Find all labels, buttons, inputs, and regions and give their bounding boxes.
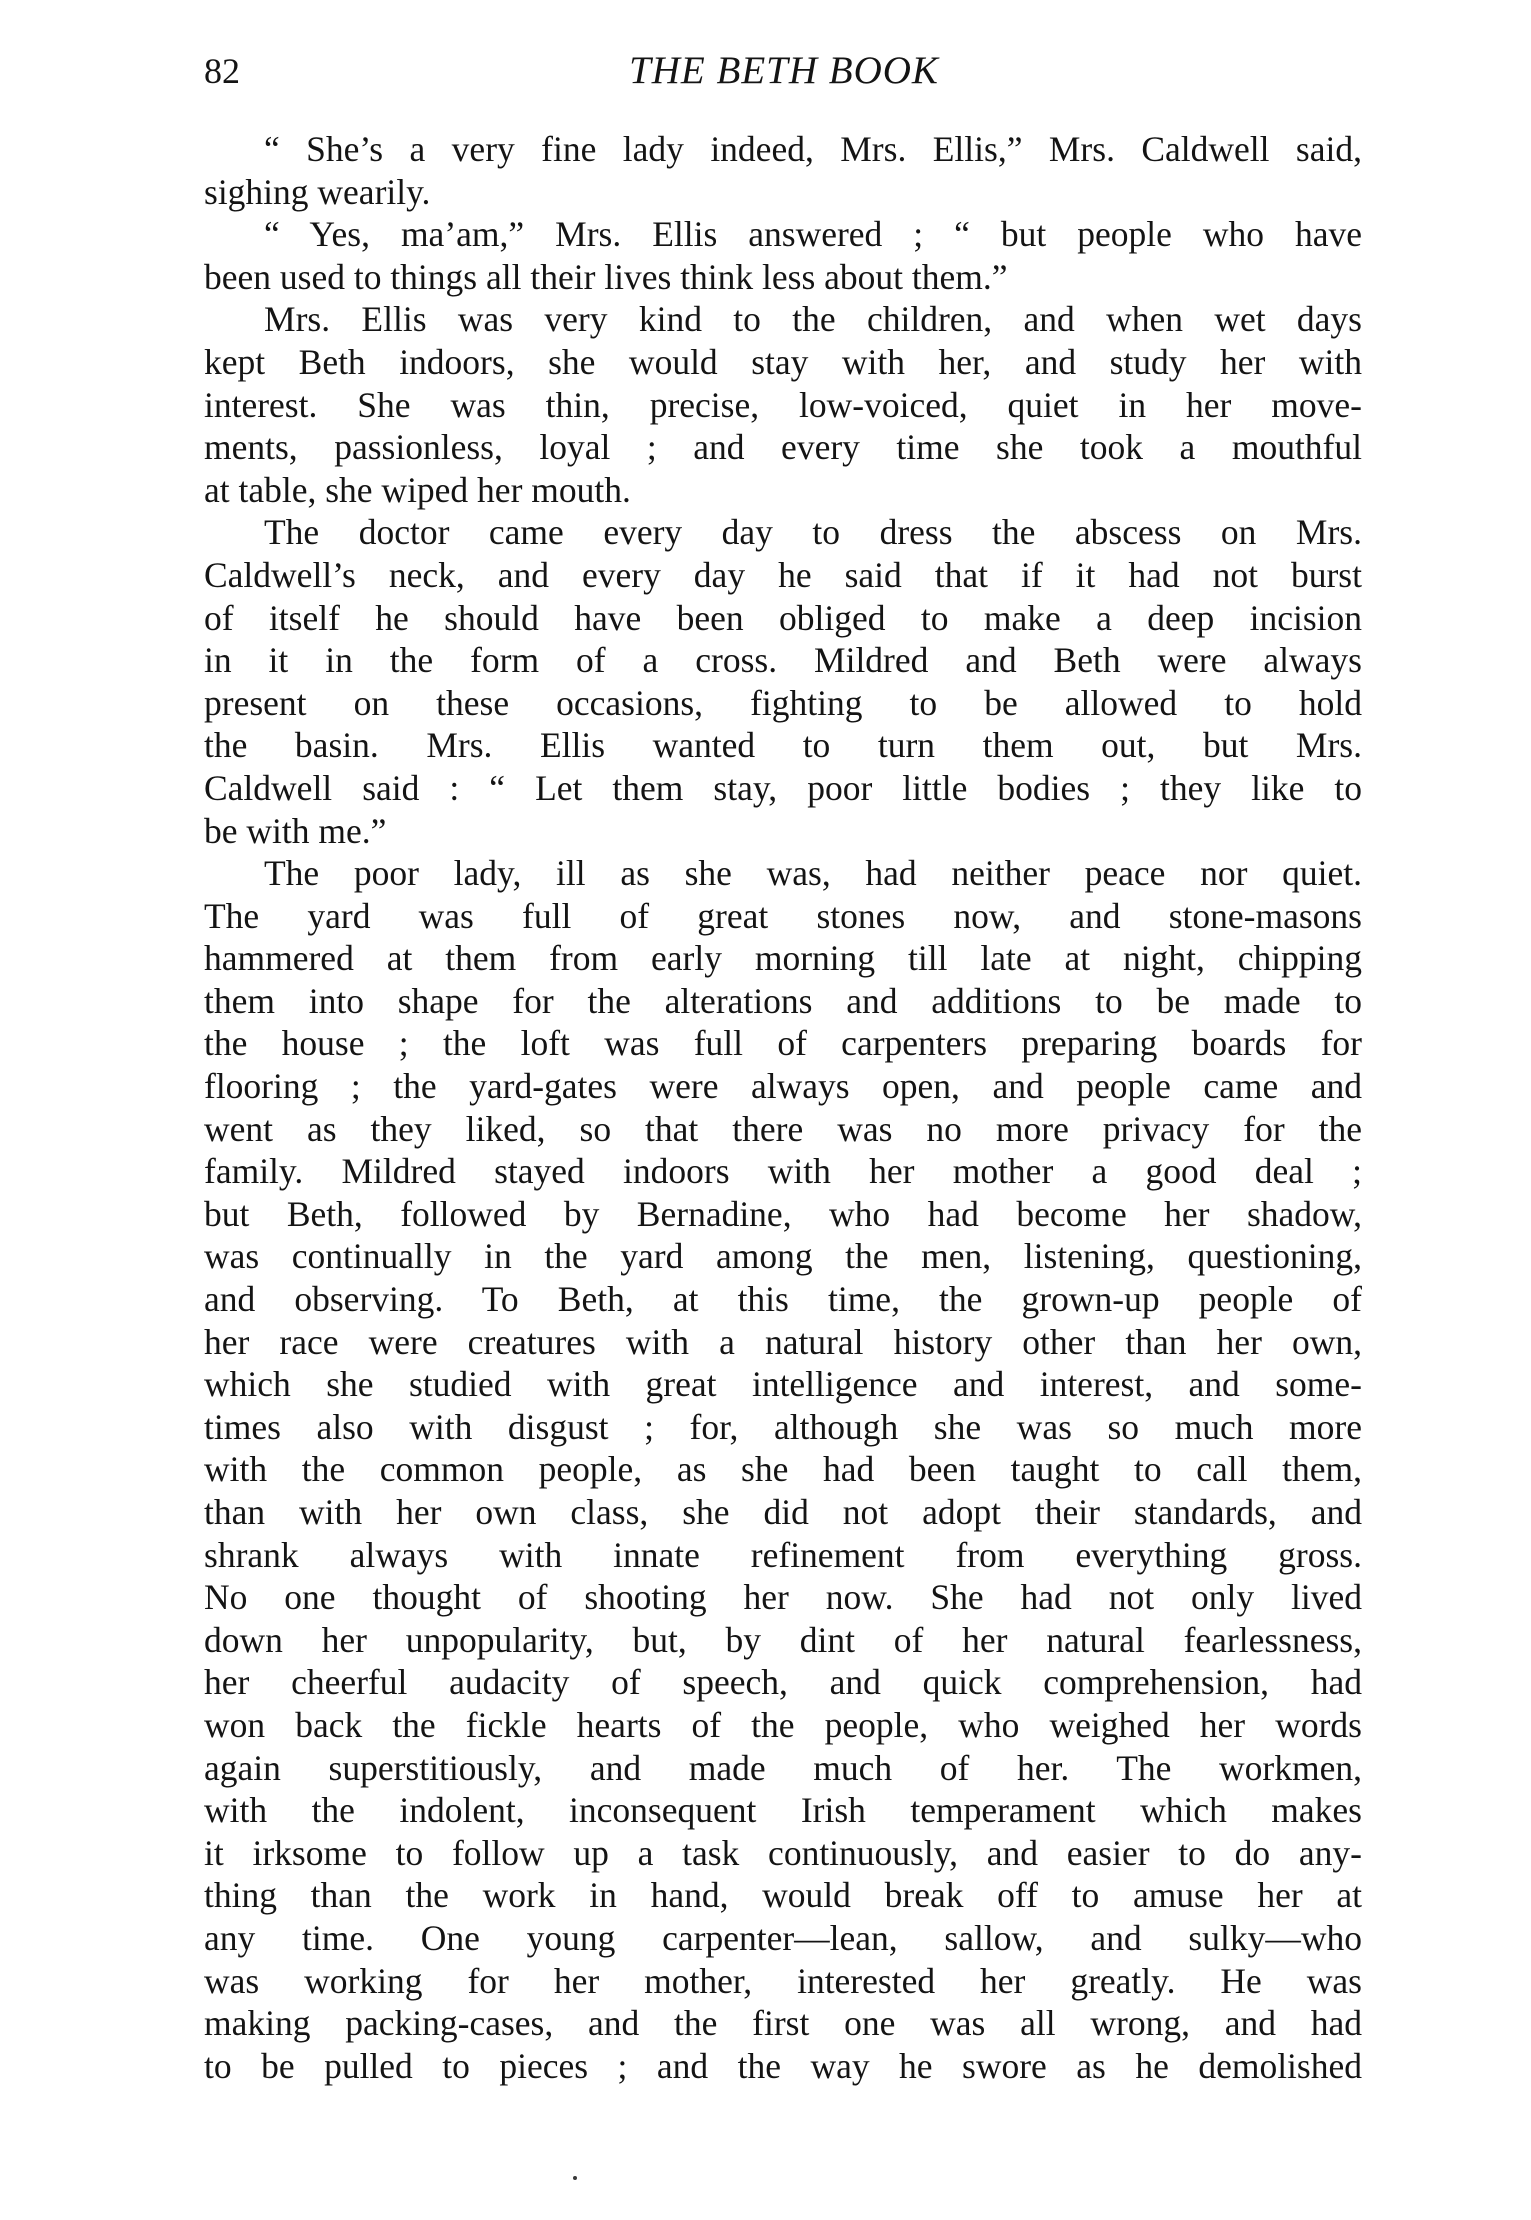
text-line: any time. One young carpenter—lean, sallow, and sulky—who bbox=[204, 1917, 1362, 1958]
text-line: with the common people, as she had been taught to call them, bbox=[204, 1449, 1362, 1490]
text-line: hammered at them from early morning till late at night, chipping bbox=[204, 938, 1362, 979]
text-line: her cheerful audacity of speech, and quick comprehension, had bbox=[204, 1662, 1362, 1703]
text-line: present on these occasions, fighting to be allowed to hold bbox=[204, 682, 1362, 723]
text-line: but Beth, followed by Bernadine, who had become her shadow, bbox=[204, 1193, 1362, 1234]
text-line: the basin. Mrs. Ellis wanted to turn them out, but Mrs. bbox=[204, 725, 1362, 766]
text-line: it irksome to follow up a task continuously, and easier to do any- bbox=[204, 1832, 1362, 1873]
body-text bbox=[204, 128, 1362, 2087]
text-line: “ She’s a very fine lady indeed, Mrs. Ellis,” Mrs. Caldwell said, bbox=[264, 129, 1362, 169]
text-line: interest. She was thin, precise, low-voiced, quiet in her move- bbox=[204, 384, 1362, 425]
text-line: be with me.” bbox=[204, 810, 387, 851]
text-line: than with her own class, she did not adopt their standards, and bbox=[204, 1492, 1362, 1532]
text-line: again superstitiously, and made much of her. The workmen, bbox=[204, 1747, 1362, 1788]
text-line: flooring ; the yard-gates were always open, and people came and bbox=[204, 1066, 1362, 1107]
text-line: her race were creatures with a natural history other than her own, bbox=[204, 1321, 1362, 1362]
text-line: the house ; the loft was full of carpenters preparing boards for bbox=[204, 1023, 1362, 1064]
text-line: was continually in the yard among the men, listening, questioning, bbox=[204, 1236, 1362, 1277]
text-line: won back the fickle hearts of the people, who weighed her words bbox=[204, 1704, 1362, 1745]
text-line: went as they liked, so that there was no more privacy for the bbox=[204, 1108, 1362, 1149]
text-line: thing than the work in hand, would break off to amuse her at bbox=[204, 1875, 1362, 1916]
text-line: to be pulled to pieces ; and the way he swore as he demolished bbox=[204, 2045, 1362, 2086]
page-number: 82 bbox=[204, 51, 240, 91]
text-line: shrank always with innate refinement from everything gross. bbox=[204, 1534, 1362, 1575]
ink-speck bbox=[573, 2176, 577, 2180]
text-line: with the indolent, inconsequent Irish temperament which makes bbox=[204, 1790, 1362, 1831]
text-line: family. Mildred stayed indoors with her mother a good deal ; bbox=[204, 1151, 1362, 1192]
text-line: No one thought of shooting her now. She had not only lived bbox=[204, 1577, 1362, 1618]
text-line: Caldwell’s neck, and every day he said that if it had not burst bbox=[204, 554, 1362, 595]
text-line: Mrs. Ellis was very kind to the children, and when wet days bbox=[264, 299, 1362, 340]
text-line: them into shape for the alterations and additions to be made to bbox=[204, 980, 1362, 1021]
text-line: was working for her mother, interested her greatly. He was bbox=[204, 1960, 1362, 2001]
text-line: of itself he should have been obliged to make a deep incision bbox=[204, 597, 1362, 638]
text-line: “ Yes, ma’am,” Mrs. Ellis answered ; “ but people who have bbox=[264, 214, 1362, 255]
text-line: Caldwell said : “ Let them stay, poor little bodies ; they like to bbox=[204, 767, 1362, 808]
running-head: THE BETH BOOK bbox=[629, 49, 939, 92]
text-line: which she studied with great intelligence and interest, and some- bbox=[204, 1364, 1362, 1405]
text-line: times also with disgust ; for, although she was so much more bbox=[204, 1406, 1362, 1447]
text-line: been used to things all their lives think less about them.” bbox=[204, 256, 1008, 297]
text-line: sighing wearily. bbox=[204, 171, 431, 212]
text-line: kept Beth indoors, she would stay with her, and study her with bbox=[204, 341, 1362, 382]
text-line: in it in the form of a cross. Mildred and Beth were always bbox=[204, 640, 1362, 681]
text-line: The yard was full of great stones now, and stone-masons bbox=[204, 895, 1362, 936]
text-line: down her unpopularity, but, by dint of her natural fearlessness, bbox=[204, 1619, 1362, 1660]
text-line: The doctor came every day to dress the abscess on Mrs. bbox=[264, 512, 1362, 553]
text-line: at table, she wiped her mouth. bbox=[204, 469, 631, 510]
text-line: ments, passionless, loyal ; and every time she took a mouthful bbox=[204, 427, 1362, 468]
text-line: The poor lady, ill as she was, had neither peace nor quiet. bbox=[264, 853, 1362, 894]
text-line: and observing. To Beth, at this time, the grown-up people of bbox=[204, 1279, 1362, 1320]
page-header bbox=[204, 46, 1364, 96]
text-line: making packing-cases, and the first one was all wrong, and had bbox=[204, 2003, 1362, 2044]
